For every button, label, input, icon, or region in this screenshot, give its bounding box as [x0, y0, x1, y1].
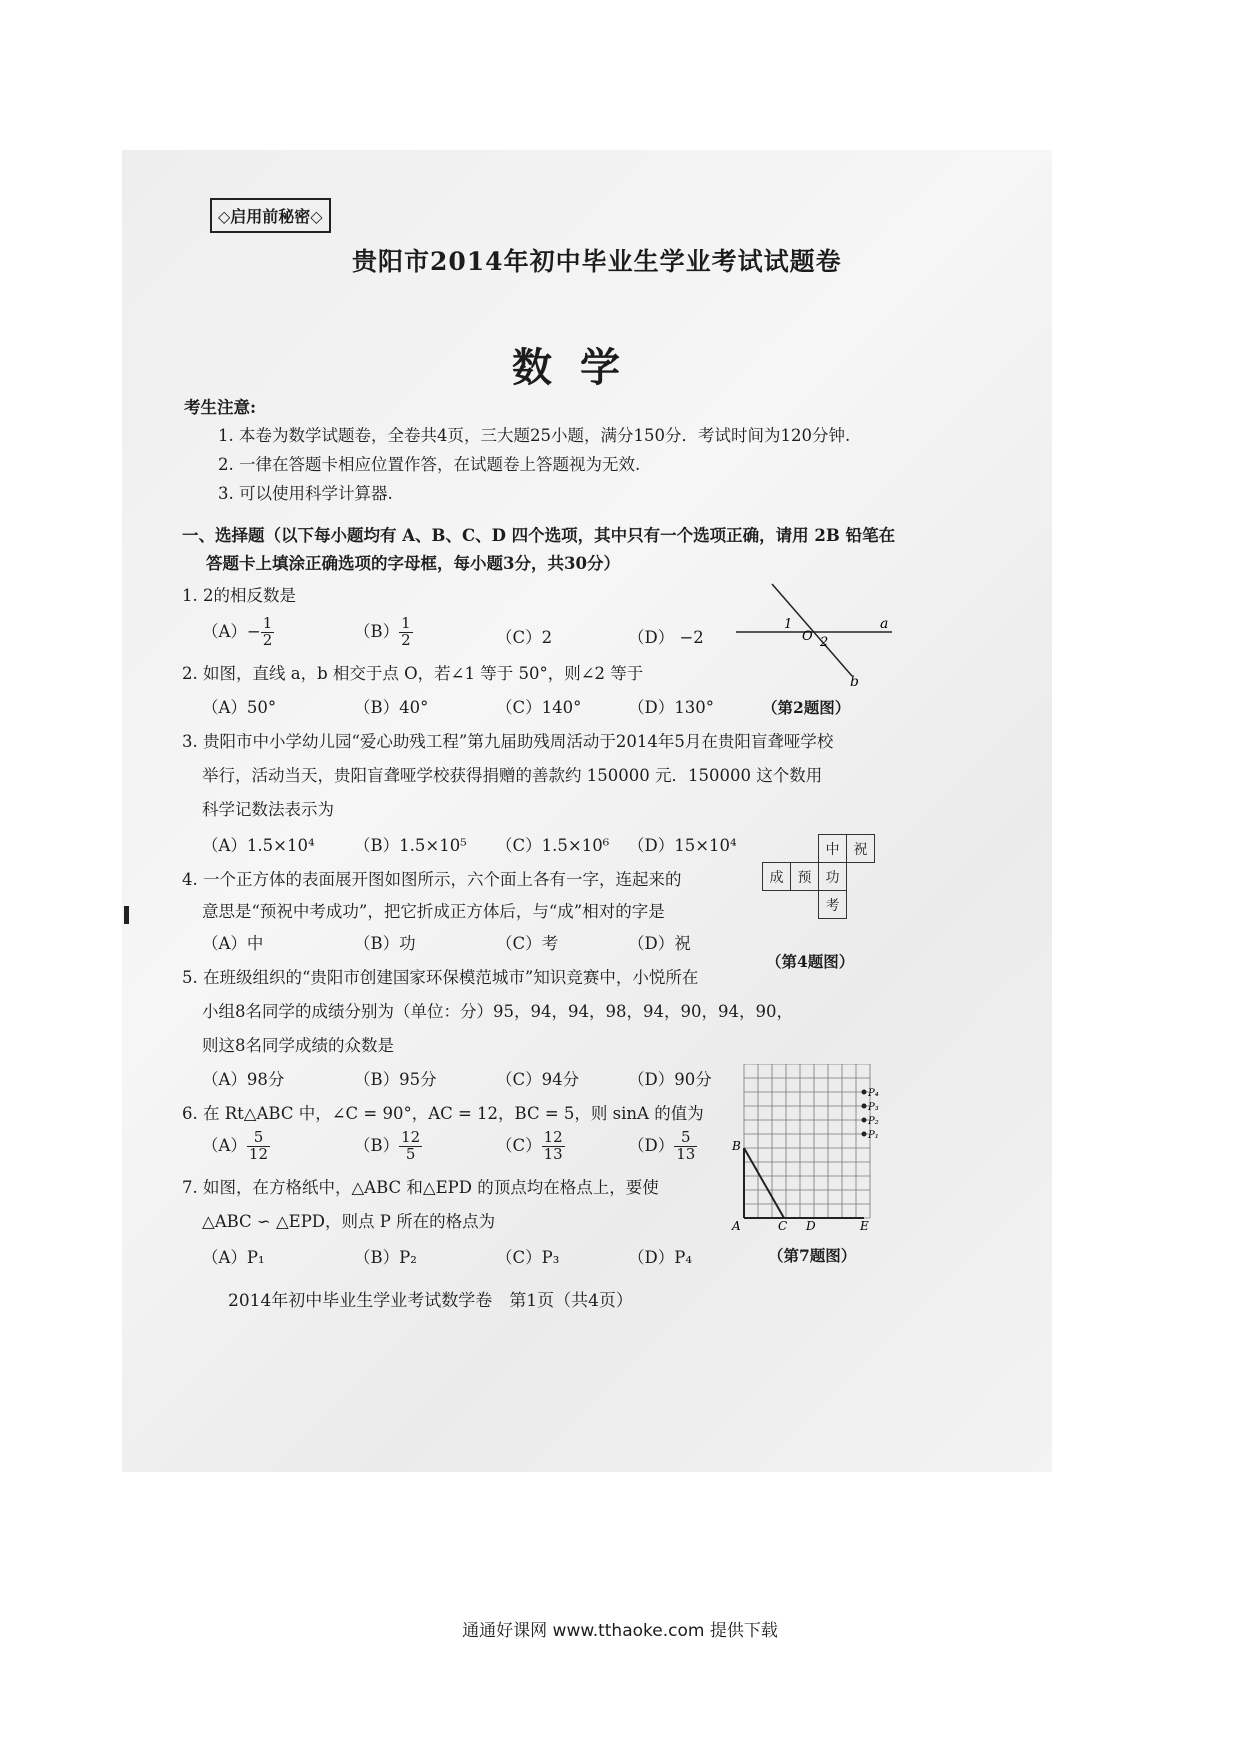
site-watermark-text: 通通好课网 www.tthaoke.com 提供下载	[462, 1621, 778, 1641]
q3-stem: 3. 贵阳市中小学幼儿园“爱心助残工程”第九届助残周活动于2014年5月在贵阳盲聋哑学校	[182, 732, 834, 751]
angle-1-label: 1	[784, 617, 793, 632]
q2-option-d: （D）130°	[628, 698, 714, 717]
notice-heading: 考生注意:	[184, 398, 257, 417]
cube-net	[762, 834, 875, 919]
page-footer: 2014年初中毕业生学业考试数学卷 第1页（共4页）	[228, 1291, 633, 1311]
q7-stem-2: △ABC ∽ △EPD，则点 P 所在的格点为	[202, 1212, 496, 1231]
q7-caption: （第7题图）	[768, 1246, 857, 1265]
q2-option-a: （A）50°	[202, 698, 277, 717]
point-o-label: O	[802, 629, 813, 644]
q4-option-a: （A）中	[202, 934, 264, 953]
point-p1	[862, 1132, 867, 1137]
point-p2	[862, 1118, 867, 1123]
q5-option-a: （A）98分	[202, 1070, 285, 1089]
scan-mark	[124, 906, 129, 924]
q7-option-c: （C）P₃	[496, 1248, 560, 1267]
point-a-label: A	[732, 1219, 741, 1233]
notice-item: 1. 本卷为数学试题卷，全卷共4页，三大题25小题，满分150分．考试时间为120分钟.	[218, 426, 851, 445]
line-b-label: b	[850, 674, 859, 688]
q7-option-a: （A）P₁	[202, 1248, 265, 1267]
p4-label: P₄	[868, 1088, 879, 1099]
q4-option-b: （B）功	[354, 934, 416, 953]
q6-option-a: （A） $\frac{5}{12}$	[202, 1128, 269, 1163]
q2-option-b: （B）40°	[354, 698, 429, 717]
q3-stem-3: 科学记数法表示为	[202, 800, 334, 819]
point-c-label: C	[778, 1219, 788, 1233]
line-a-label: a	[880, 616, 889, 632]
q3-option-b: （B）1.5×10⁵	[354, 836, 467, 855]
q3-option-a: （A）1.5×10⁴	[202, 836, 315, 855]
q3-option-d: （D）15×10⁴	[628, 836, 737, 855]
q5-option-b: （B）95分	[354, 1070, 437, 1089]
q2-caption: （第2题图）	[762, 698, 851, 717]
notice-item: 3. 可以使用科学计算器.	[218, 484, 393, 503]
q5-stem-2: 小组8名同学的成绩分别为（单位：分）95，94，94，98，94，90，94，90，	[202, 1002, 793, 1021]
cube-face: 功	[819, 863, 847, 891]
q3-option-c: （C）1.5×10⁶	[496, 836, 610, 855]
q5-stem: 5. 在班级组织的“贵阳市创建国家环保模范城市”知识竞赛中，小悦所在	[182, 968, 699, 987]
q1-option-b: （B） $\frac{1}{2}$	[354, 614, 411, 649]
point-p3	[862, 1104, 867, 1109]
section-instructions: 一、选择题（以下每小题均有 A、B、C、D 四个选项，其中只有一个选项正确，请用 2B 铅笔在	[182, 526, 896, 545]
q4-stem: 4. 一个正方体的表面展开图如图所示，六个面上各有一字，连起来的	[182, 870, 682, 889]
q4-figure	[762, 834, 875, 919]
q1-option-c: （C）2	[496, 628, 553, 647]
q7-option-d: （D）P₄	[628, 1248, 692, 1267]
q6-stem: 6. 在 Rt△ABC 中，∠C = 90°，AC = 12，BC = 5，则 sinA 的值为	[182, 1104, 704, 1123]
cube-face: 预	[791, 863, 819, 891]
q1-stem: 1. 2的相反数是	[182, 586, 296, 605]
p2-label: P₂	[868, 1116, 879, 1127]
subject-title: 数学	[512, 344, 648, 391]
q7-option-b: （B）P₂	[354, 1248, 417, 1267]
q4-stem-2: 意思是“预祝中考成功”，把它折成正方体后，与“成”相对的字是	[202, 902, 665, 921]
segment-bc	[744, 1148, 784, 1218]
point-e-label: E	[860, 1219, 869, 1233]
q7-figure	[728, 1064, 898, 1240]
q7-stem: 7. 如图，在方格纸中，△ABC 和△EPD 的顶点均在格点上，要使	[182, 1178, 659, 1197]
section-instructions-2: 答题卡上填涂正确选项的字母框，每小题3分，共30分）	[206, 554, 620, 573]
grid	[744, 1064, 870, 1218]
q3-stem-2: 举行，活动当天，贵阳盲聋哑学校获得捐赠的善款约 150000 元．150000 这个数用	[202, 766, 823, 785]
cube-face: 考	[819, 891, 847, 919]
q4-option-c: （C）考	[496, 934, 559, 953]
notice-item: 2. 一律在答题卡相应位置作答，在试题卷上答题视为无效.	[218, 455, 641, 474]
cube-face: 祝	[847, 835, 875, 863]
point-d-label: D	[806, 1219, 816, 1233]
q5-option-d: （D）90分	[628, 1070, 712, 1089]
q6-option-d: （D） $\frac{5}{13}$	[628, 1128, 696, 1163]
q4-caption: （第4题图）	[766, 952, 855, 971]
q5-option-c: （C）94分	[496, 1070, 580, 1089]
point-b-label: B	[732, 1139, 741, 1153]
angle-2-label: 2	[820, 635, 829, 650]
q4-option-d: （D）祝	[628, 934, 691, 953]
p1-label: P₁	[868, 1130, 879, 1141]
confidential-stamp: ◇启用前秘密◇	[210, 198, 331, 233]
exam-paper	[122, 150, 1052, 1472]
q5-stem-3: 则这8名同学成绩的众数是	[202, 1036, 394, 1055]
cube-face: 成	[763, 863, 791, 891]
q6-option-b: （B） $\frac{12}{5}$	[354, 1128, 421, 1163]
q6-option-c: （C） $\frac{12}{13}$	[496, 1128, 563, 1163]
point-p4	[862, 1090, 867, 1095]
q1-option-d: （D） −2	[628, 628, 704, 647]
q2-stem: 2. 如图，直线 a，b 相交于点 O，若∠1 等于 50°，则∠2 等于	[182, 664, 644, 683]
q2-option-c: （C）140°	[496, 698, 582, 717]
q2-figure	[732, 578, 902, 688]
q1-option-a: （A）− $\frac{1}{2}$	[202, 614, 273, 649]
p3-label: P₃	[868, 1102, 879, 1113]
cube-face: 中	[819, 835, 847, 863]
exam-title: 贵阳市2014年初中毕业生学业考试试题卷	[352, 247, 842, 276]
